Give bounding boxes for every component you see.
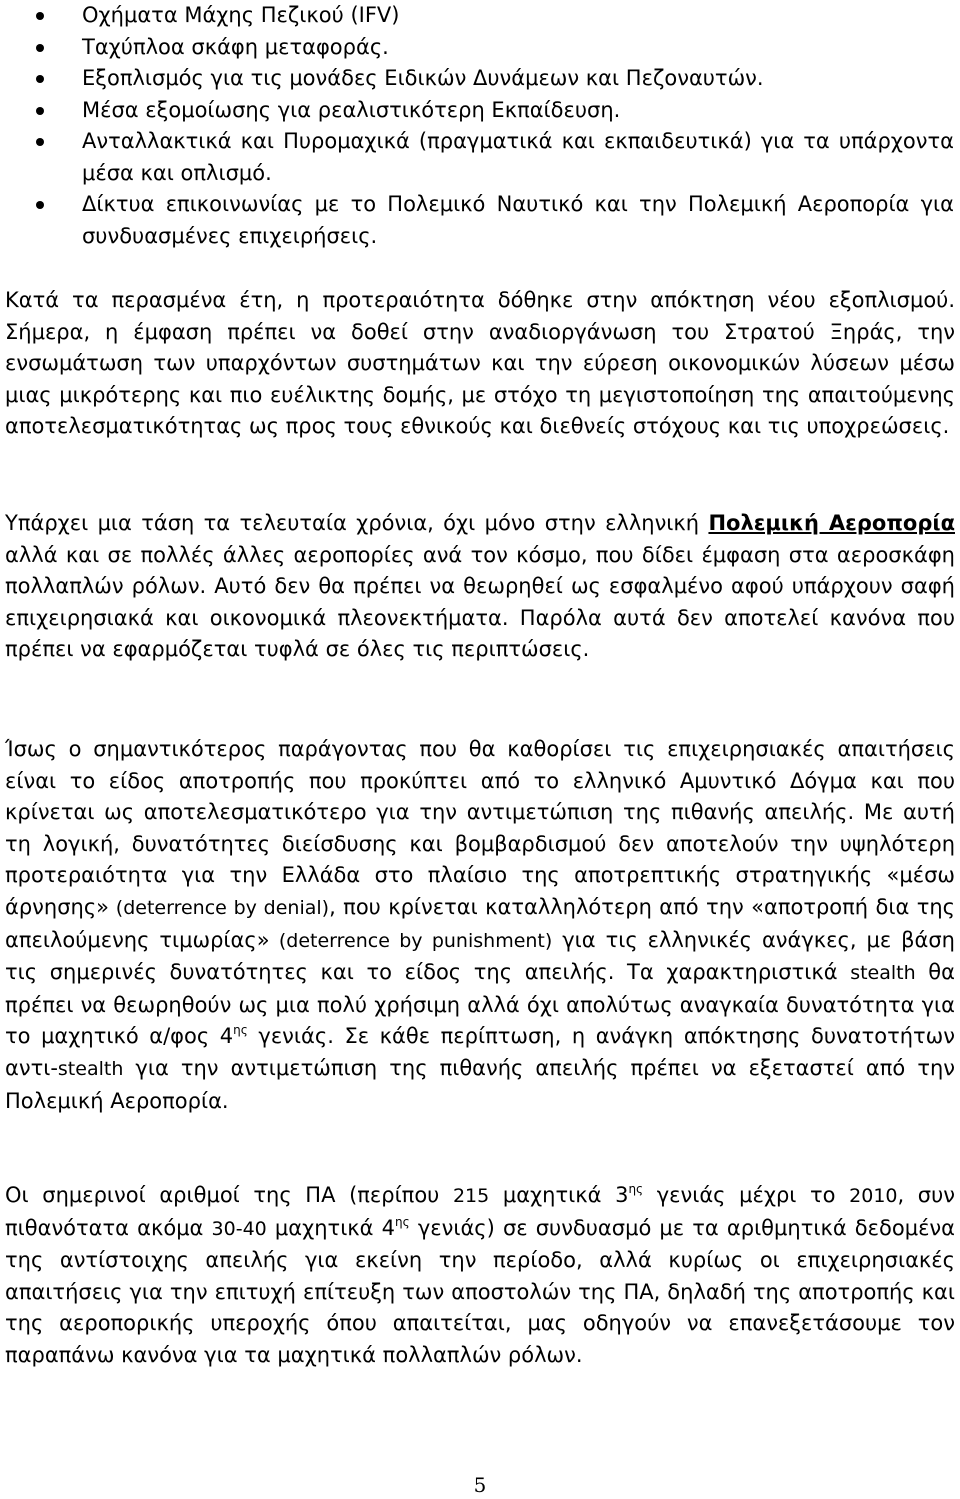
paragraph-text: , συν πιθανότατα ακόμα: [5, 1183, 956, 1240]
english-term: (deterrence by denial): [109, 896, 330, 919]
bullet-dot-icon: [36, 138, 44, 146]
year-value: 2010: [849, 1185, 898, 1207]
paragraph-text: γενιάς. Σε κάθε περίπτωση, η ανάγκη απόκτησης δυνατοτήτων αντι-: [5, 1024, 955, 1080]
paragraph-text: αλλά και σε πολλές άλλες αεροπορίες ανά τον κόσμο, που δίδει έμφαση στα αεροσκάφη πολλαπλών ρόλων. Αυτό δεν θα πρέπει να θεωρηθεί ως εσφαλμένο αφού υπάρχουν σαφή επιχειρησιακά και οικονομικά πλεονεκτήματα. Παρόλα αυτά δεν αποτελεί κανόνα που πρέπει να εφαρμόζεται τυφλά σε όλες τις περιπτώσεις.: [5, 542, 955, 662]
english-term: stealth: [57, 1057, 124, 1080]
english-term: (deterrence by punishment): [269, 929, 553, 952]
paragraph-text: Οι σημερινοί αριθμοί της ΠΑ (περίπου: [5, 1183, 453, 1207]
page-number: 5: [473, 1473, 487, 1497]
air-force-link[interactable]: Πολεμική Αεροπορία: [708, 511, 955, 535]
generation-number: 4: [381, 1215, 396, 1240]
paragraph-deterrence: [5, 734, 955, 1117]
bullet-dot-icon: [36, 12, 44, 20]
bullet-item: [0, 189, 960, 252]
bullet-dot-icon: [36, 107, 44, 115]
paragraph-text: , που κρίνεται καταλληλότερη από την «αποτροπή δια της απειλούμενης τιμωρίας»: [5, 894, 955, 952]
generation-number: 3: [615, 1183, 629, 1207]
bullet-dot-icon: [36, 201, 44, 209]
bullet-text: Ανταλλακτικά και Πυρομαχικά (πραγματικά και εκπαιδευτικά) για τα υπάρχοντα μέσα και οπλισμό.: [82, 129, 954, 185]
bullet-item: [0, 32, 960, 64]
paragraph-text: γενιάς μέχρι το: [643, 1183, 850, 1207]
bullet-item: [0, 63, 960, 95]
paragraph-text: μαχητικά: [489, 1183, 616, 1207]
bullet-dot-icon: [36, 44, 44, 52]
paragraph-text: θα πρέπει να θεωρηθούν ως μια πολύ χρήσιμη αλλά όχι απολύτως αναγκαία δυνατότητα για το μαχητικό α/φος: [5, 960, 955, 1049]
english-term: stealth: [850, 962, 916, 985]
bullet-text: Δίκτυα επικοινωνίας με το Πολεμικό Ναυτικό και την Πολεμική Αεροπορία για συνδυασμένες επιχειρήσεις.: [82, 192, 954, 248]
paragraph-text: γενιάς) σε συνδυασμό με τα αριθμητικά δεδομένα της αντίστοιχης απειλής για εκείνη την περίοδο, αλλά κυρίως οι επιχειρησιακές απαιτήσεις για την επιτυχή επίτευξη των αποστολών της ΠΑ, δηλαδή της αποτροπής και της αεροπορικής υπεροχής όπου απαιτείται, μας οδηγούν να επανεξετάσουμε τον παραπάνω κανόνα για τα μαχητικά πολλαπλών ρόλων.: [5, 1215, 955, 1367]
paragraph-text: μαχητικά: [266, 1215, 382, 1240]
ordinal-superscript: ης: [395, 1214, 410, 1229]
paragraph-reorganization: Κατά τα περασμένα έτη, η προτεραιότητα δόθηκε στην απόκτηση νέου εξοπλισμού. Σήμερα, η έμφαση πρέπει να δοθεί στην αναδιοργάνωση του Στρατού Ξηράς, την ενσωμάτωση των υπαρχόντων συστημάτων και την εύρεση οικονομικών λύσεων μέσω μιας μικρότερης και πιο ευέλικτης δομής, με στόχο τη μεγιστοποίηση της απαιτούμενης αποτελεσματικότητας ως προς τους εθνικούς και διεθνείς στόχους και τις υποχρεώσεις.: [5, 288, 955, 439]
ordinal-superscript: ης: [233, 1023, 248, 1038]
paragraph-text: για την αντιμετώπιση της πιθανής απειλής πρέπει να εξεταστεί από την Πολεμική Αεροπορία.: [5, 1055, 955, 1113]
number-range: 30-40: [211, 1217, 267, 1240]
paragraph-multirole-trend: [5, 508, 955, 666]
paragraph-text: για τις ελληνικές ανάγκες, με βάση τις σημερινές δυνατότητες και το είδος της απειλής. Τα χαρακτηριστικά: [5, 927, 955, 985]
bullet-text: Ταχύπλοα σκάφη μεταφοράς.: [82, 34, 389, 59]
paragraph-text: Ίσως ο σημαντικότερος παράγοντας που θα καθορίσει τις επιχειρησιακές απαιτήσεις είναι το είδος αποτροπής που προκύπτει από το ελληνικό Αμυντικό Δόγμα και που κρίνεται ως αποτελεσματικότερο για την αντιμετώπιση της πιθανής απειλής. Με αυτή τη λογική, δυνατότητες διείσδυσης και βομβαρδισμού δεν αποτελούν την υψηλότερη προτεραιότητα για την Ελλάδα στο πλαίσιο της αποτρεπτικής στρατηγικής «μέσω άρνησης»: [5, 737, 955, 919]
equipment-bullet-list: [0, 0, 960, 252]
bullet-text: Μέσα εξομοίωσης για ρεαλιστικότερη Εκπαίδευση.: [82, 97, 621, 122]
generation-number: 4: [219, 1024, 234, 1049]
paragraph-fighter-numbers: [5, 1180, 955, 1372]
bullet-text: Εξοπλισμός για τις μονάδες Ειδικών Δυνάμεων και Πεζοναυτών.: [82, 66, 764, 90]
bullet-item: [0, 95, 960, 127]
number-value: 215: [452, 1185, 490, 1207]
bullet-item: [0, 0, 960, 32]
bullet-text: Οχήματα Μάχης Πεζικού (IFV): [82, 3, 400, 27]
paragraph-text: Υπάρχει μια τάση τα τελευταία χρόνια, όχι μόνο στην ελληνική: [5, 511, 709, 535]
bullet-dot-icon: [36, 75, 44, 83]
bullet-item: [0, 126, 960, 189]
ordinal-superscript: ης: [628, 1182, 644, 1196]
